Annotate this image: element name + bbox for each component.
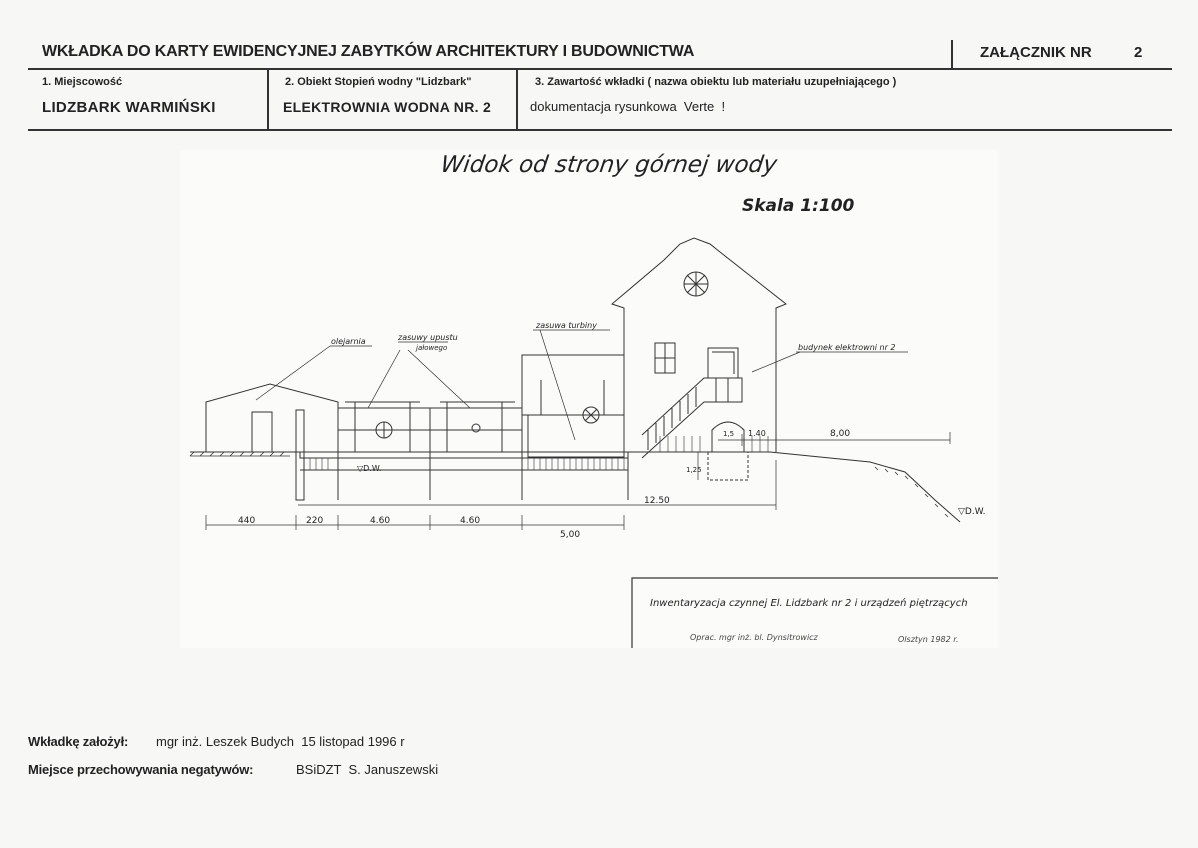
dim-460a: 4.60 (370, 516, 391, 526)
dim-440: 440 (238, 516, 256, 526)
base-hatch (660, 436, 768, 452)
weir-underside (300, 458, 628, 500)
attachment-label: ZAŁĄCZNIK NR (980, 44, 1092, 61)
ground-line (190, 452, 960, 522)
building-window-bars (655, 343, 675, 373)
building-door-inner (712, 352, 734, 374)
dim-1250: 12.50 (644, 496, 670, 506)
turbine-house (522, 355, 624, 415)
stamp-line1: Inwentaryzacja czynnej El. Lidzbark nr 2 i urządzeń piętrzących (650, 598, 968, 609)
turbine-posts (541, 380, 604, 415)
label-zasuwa-turbiny: zasuwa turbiny (536, 321, 597, 330)
leader-olejarnia (256, 346, 330, 400)
content-label: 3. Zawartość wkładki ( nazwa obiektu lub materiału uzupełniającego ) (535, 76, 897, 88)
ground-hatch-left (190, 452, 290, 456)
drawing-title: Widok od strony górnej wody (438, 152, 779, 178)
dim-220: 220 (306, 516, 324, 526)
stamp-author: Oprac. mgr inż. bl. Dynsitrowicz (690, 633, 818, 642)
leader-turbiny (540, 330, 575, 440)
gate-wheel-2 (472, 424, 480, 432)
label-zasuwy-1: zasuwy upustu (398, 333, 458, 342)
dim-460b: 4.60 (460, 516, 481, 526)
document-title: WKŁADKA DO KARTY EWIDENCYJNEJ ZABYTKÓW ARCHITEKTURY I BUDOWNICTWA (42, 43, 695, 60)
foundation-pit (708, 452, 748, 480)
created-by-label: Wkładkę założył: (28, 734, 129, 749)
dim-line-800 (776, 432, 950, 444)
power-station-building (612, 238, 786, 452)
ground-hatch-right (875, 467, 948, 517)
attachment-number: 2 (1134, 44, 1143, 61)
weir-deck-hatch (304, 458, 624, 470)
place-label: 1. Miejscowość (42, 76, 123, 88)
drawing-scale: Skala 1:100 (742, 196, 855, 216)
olejarnia-door (252, 412, 272, 452)
object-label: 2. Obiekt Stopień wodny "Lidzbark" (285, 76, 472, 88)
dim-500: 5,00 (560, 530, 581, 540)
dim-800: 8,00 (830, 429, 851, 439)
object-value: ELEKTROWNIA WODNA NR. 2 (283, 99, 492, 115)
stamp-place-date: Olsztyn 1982 r. (898, 635, 959, 644)
dim-15: 1,5 (723, 430, 735, 438)
content-value: dokumentacja rysunkowa Verte ! (530, 99, 726, 114)
dw-left-label: ▽D.W. (357, 464, 382, 473)
label-olejarnia: olejarnia (331, 337, 366, 346)
gable-window-spokes (684, 272, 708, 296)
label-zasuwy-2: jałowego (416, 344, 448, 352)
label-budynek: budynek elektrowni nr 2 (798, 343, 896, 352)
dim-125: 1,25 (686, 466, 702, 474)
sluice-frame-2 (430, 408, 522, 458)
storage-value: BSiDZT S. Januszewski (296, 762, 439, 777)
turbine-gate-frame (528, 415, 624, 457)
place-value: LIDZBARK WARMIŃSKI (42, 99, 216, 116)
dim-line-bottom (206, 515, 624, 530)
dim-140: 1.40 (748, 429, 766, 438)
dw-right-label: ▽D.W. (958, 507, 986, 517)
storage-label: Miejsce przechowywania negatywów: (28, 762, 254, 777)
created-by-value: mgr inż. Leszek Budych 15 listopad 1996 r (156, 734, 405, 749)
leader-zasuwy (368, 350, 470, 408)
